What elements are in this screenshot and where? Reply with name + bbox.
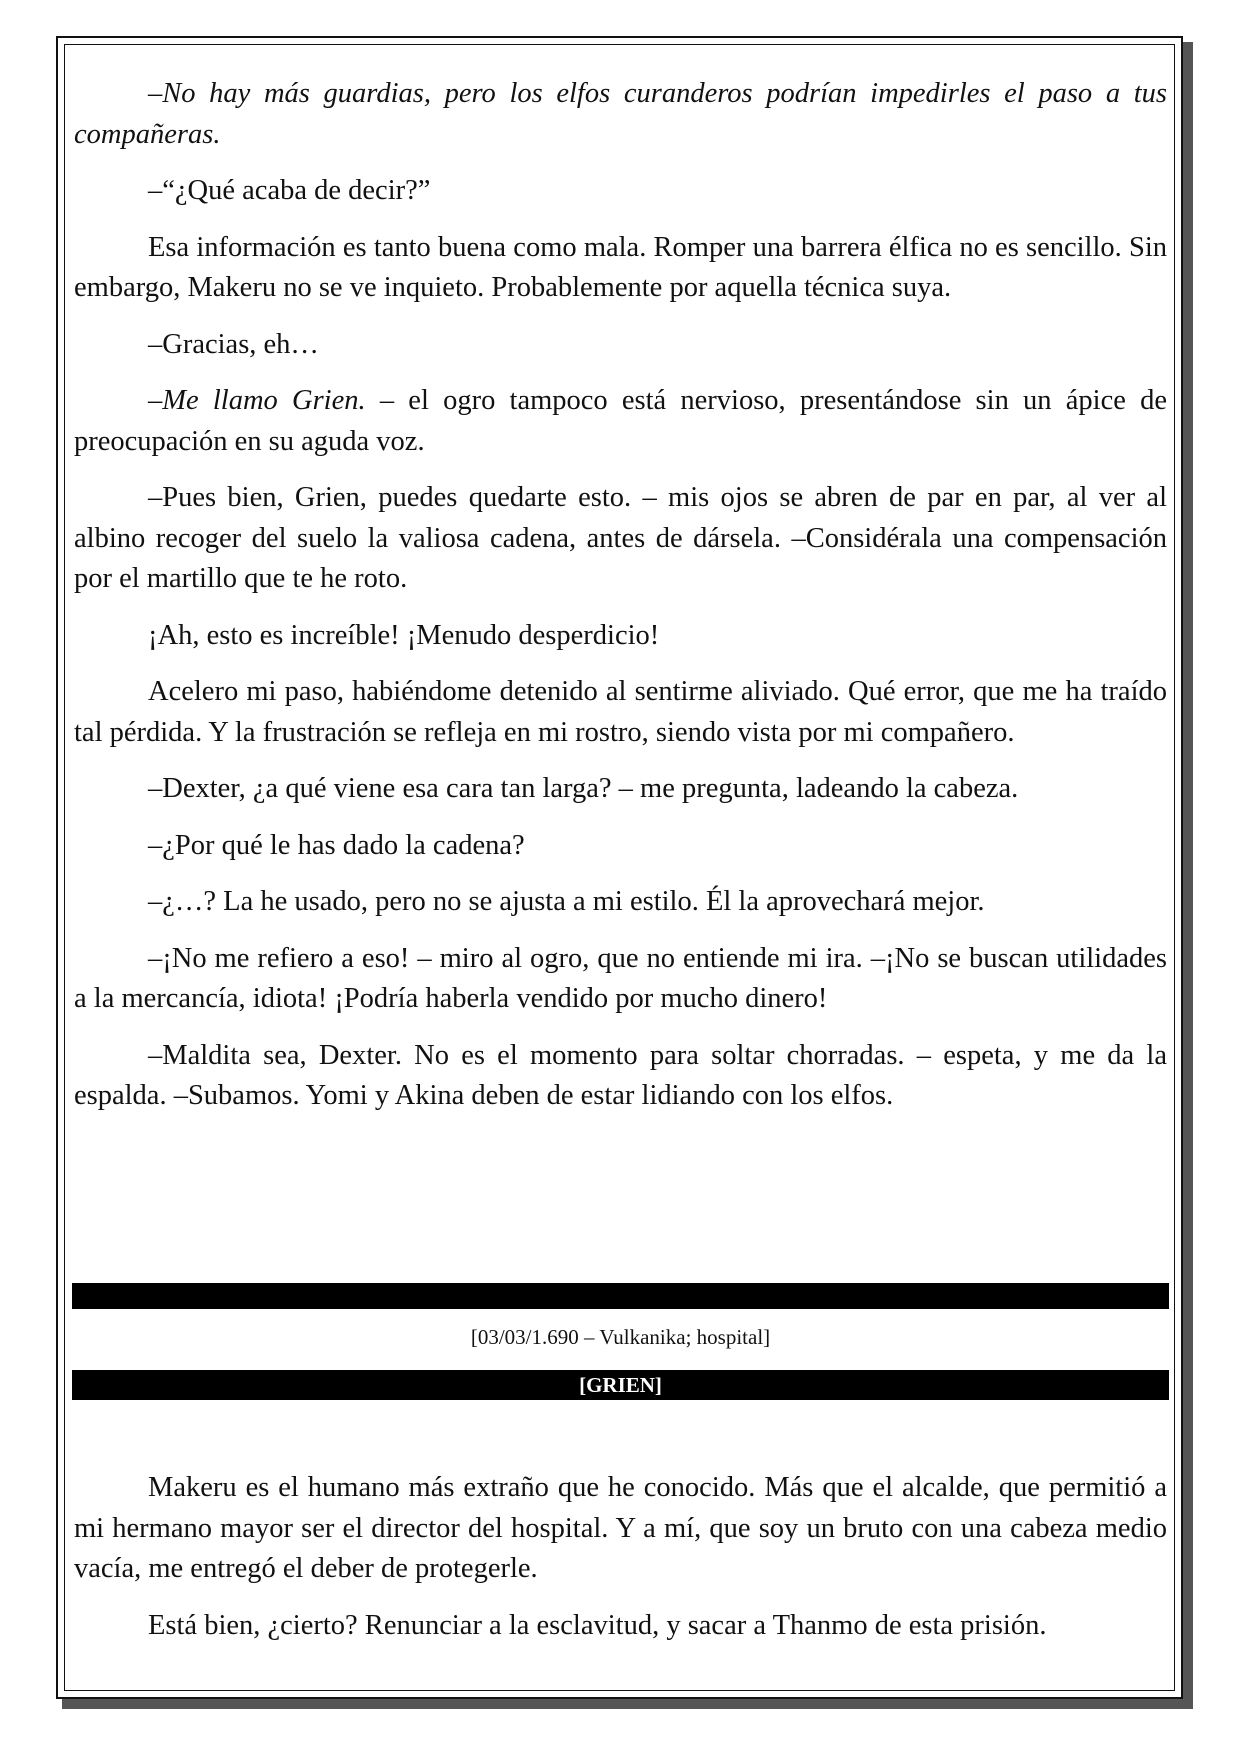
paragraph-text: –Maldita sea, Dexter. No es el momento para soltar chorradas. – espeta, y me da la espalda. –Subamos. Yomi y Akina deben de estar lidiando con los elfos. (74, 1039, 1167, 1111)
paragraph-text: –“¿Qué acaba de decir?” (148, 175, 431, 206)
paragraph-1 (74, 74, 1167, 155)
paragraph-8 (74, 672, 1167, 753)
scene-character-header: [GRIEN] (72, 1370, 1169, 1400)
scene-location-date: [03/03/1.690 – Vulkanika; hospital] (470, 1325, 771, 1349)
paragraph-9 (74, 769, 1167, 810)
paragraph-2 (74, 171, 1167, 212)
paragraph-12 (74, 939, 1167, 1020)
paragraph-text: –¿Por qué le has dado la cadena? (148, 829, 525, 861)
paragraph-13 (74, 1036, 1167, 1117)
story-text-part-1 (74, 74, 1167, 1133)
paragraph-text: – el ogro tampoco está nervioso, presentándose sin un ápice de preocupación en su aguda voz. (74, 385, 1167, 457)
paragraph-6 (74, 478, 1167, 600)
paragraph-4 (74, 325, 1167, 366)
paragraph-text: –Gracias, eh… (148, 328, 319, 360)
paragraph-7 (74, 616, 1167, 657)
paragraph-text: –Pues bien, Grien, puedes quedarte esto. – mis ojos se abren de par en par, al ver al albino recoger del suelo la valiosa cadena, antes de dársela. –Considérala una compensación por el martillo que te he roto. (74, 482, 1167, 594)
paragraph-15: Está bien, ¿cierto? Renunciar a la esclavitud, y sacar a Thanmo de esta prisión. (148, 1609, 1047, 1641)
paragraph-text: –¿…? La he usado, pero no se ajusta a mi estilo. Él la aprovechará mejor. (148, 886, 985, 917)
paragraph-text: ¡Ah, esto es increíble! ¡Menudo desperdicio! (148, 619, 660, 651)
paragraph-3 (74, 228, 1167, 309)
italic-dialogue: –Me llamo Grien. (148, 385, 366, 416)
italic-dialogue: –No hay más guardias, pero los elfos curanderos podrían impedirles el paso a tus compañeras. (74, 78, 1167, 150)
paragraph-text: –¡No me refiero a eso! – miro al ogro, que no entiende mi ira. –¡No se buscan utilidades a la mercancía, idiota! ¡Podría haberla vendido por mucho dinero! (74, 942, 1167, 1014)
paragraph-text: Acelero mi paso, habiéndome detenido al sentirme aliviado. Qué error, que me ha traído tal pérdida. Y la frustración se refleja en mi rostro, siendo vista por mi compañero. (74, 676, 1167, 748)
paragraph-text: Esa información es tanto buena como mala. Romper una barrera élfica no es sencillo. Sin embargo, Makeru no se ve inquieto. Probablemente por aquella técnica suya. (74, 231, 1167, 303)
paragraph-text: –Dexter, ¿a qué viene esa cara tan larga? – me pregunta, ladeando la cabeza. (148, 773, 1019, 804)
scene-break-bar (72, 1283, 1169, 1309)
paragraph-14: Makeru es el humano más extraño que he conocido. Más que el alcalde, que permitió a mi hermano mayor ser el director del hospital. Y a mí, que soy un bruto con una cabeza medio vacía, me entregó el deber de protegerle. (74, 1472, 1167, 1584)
paragraph-11 (74, 882, 1167, 923)
paragraph-10 (74, 826, 1167, 867)
story-text-part-2 (74, 1468, 1167, 1662)
paragraph-5 (74, 381, 1167, 462)
